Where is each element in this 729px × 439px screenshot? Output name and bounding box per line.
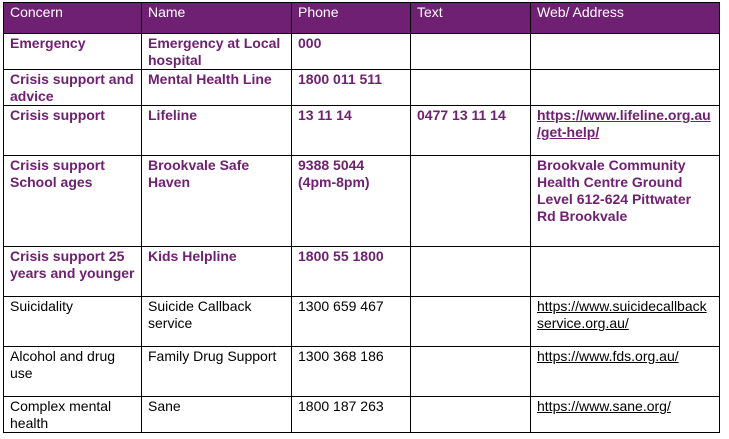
web-cell: Brookvale Community Health Centre Ground Level 612-624 Pittwater Rd Brookvale [531,156,720,247]
phone-cell: 1300 659 467 [292,297,411,347]
name-cell: Sane [142,397,292,433]
text-cell [411,156,531,247]
text-cell [411,347,531,397]
text-cell [411,34,531,70]
header-phone: Phone [292,3,411,34]
web-cell [531,347,720,397]
table-row [4,347,720,397]
concern-cell: Alcohol and drug use [4,347,142,397]
table-row [4,297,720,347]
name-cell: Suicide Callback service [142,297,292,347]
table-row [4,247,720,297]
name-cell: Kids Helpline [142,247,292,297]
concern-cell: Crisis support and advice [4,70,142,106]
text-cell [411,397,531,433]
header-name: Name [142,3,292,34]
table-row [4,34,720,70]
name-cell: Brookvale Safe Haven [142,156,292,247]
web-cell [531,397,720,433]
name-cell: Family Drug Support [142,347,292,397]
lifeline-link[interactable]: https://www.lifeline.org.au/get-help/ [537,107,711,140]
web-cell [531,70,720,106]
table-row [4,156,720,247]
phone-cell: 1800 011 511 [292,70,411,106]
name-cell: Emergency at Local hospital [142,34,292,70]
table-row [4,397,720,433]
concern-cell: Suicidality [4,297,142,347]
table-row [4,106,720,156]
concern-cell: Complex mental health [4,397,142,433]
web-cell [531,247,720,297]
header-concern: Concern [4,3,142,34]
fds-link[interactable]: https://www.fds.org.au/ [537,348,679,364]
phone-cell: 9388 5044 (4pm-8pm) [292,156,411,247]
phone-cell: 13 11 14 [292,106,411,156]
table-row [4,70,720,106]
phone-cell: 1300 368 186 [292,347,411,397]
web-cell [531,34,720,70]
name-cell: Mental Health Line [142,70,292,106]
header-row [4,3,720,34]
suicide-callback-link[interactable]: https://www.suicidecallbackservice.org.au/ [537,298,707,331]
concern-cell: Emergency [4,34,142,70]
text-cell: 0477 13 11 14 [411,106,531,156]
web-cell [531,297,720,347]
concern-cell: Crisis support 25 years and younger [4,247,142,297]
text-cell [411,297,531,347]
web-cell [531,106,720,156]
header-web-address: Web/ Address [531,3,720,34]
phone-cell: 000 [292,34,411,70]
concern-cell: Crisis support [4,106,142,156]
sane-link[interactable]: https://www.sane.org/ [537,398,671,414]
text-cell [411,70,531,106]
concern-cell: Crisis support School ages [4,156,142,247]
name-cell: Lifeline [142,106,292,156]
phone-cell: 1800 187 263 [292,397,411,433]
header-text: Text [411,3,531,34]
support-services-table [3,2,720,433]
text-cell [411,247,531,297]
phone-cell: 1800 55 1800 [292,247,411,297]
